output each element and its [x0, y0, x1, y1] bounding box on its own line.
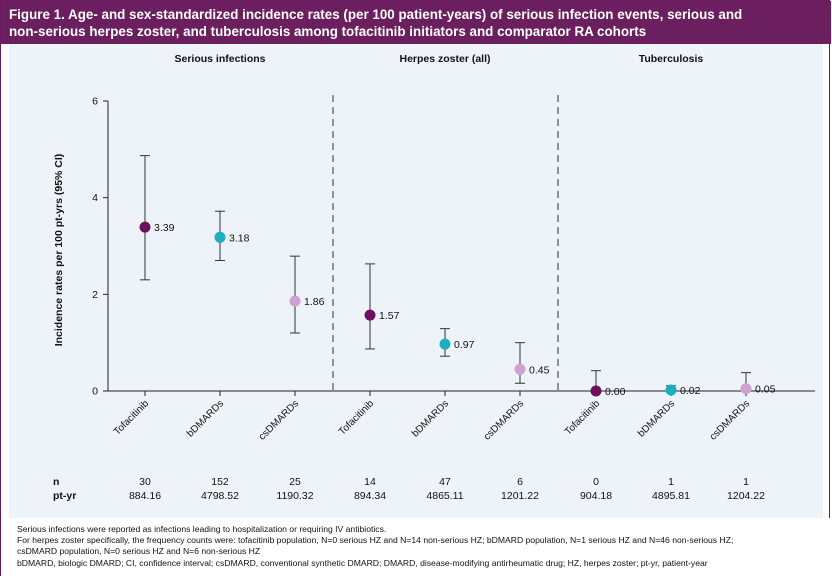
- data-point-bdmards: [440, 339, 451, 350]
- n-value: 30: [139, 476, 151, 488]
- x-category-label: Tofacitinib: [562, 398, 603, 438]
- footnote-2: For herpes zoster specifically, the frequency counts were: tofacitinib population, N=0 serious HZ and N=14 non-serious HZ; bDMARD population, N=1 serious HZ and N=46 non-serious HZ;: [17, 535, 734, 546]
- figure-title: [1, 1, 831, 44]
- ptyr-value: 4895.81: [652, 490, 690, 502]
- figure-title-line-2: non-serious herpes zoster, and tuberculosis among tofacitinib initiators and comparator RA cohorts: [9, 24, 647, 39]
- incidence-chart: [9, 44, 823, 518]
- ptyr-row-label: pt-yr: [53, 490, 77, 502]
- ptyr-value: 894.34: [353, 490, 387, 502]
- group-title: Herpes zoster (all): [399, 53, 491, 65]
- footnote-3: csDMARD population, N=0 serious HZ and N=6 non-serious HZ: [17, 546, 261, 557]
- y-tick-label: 6: [92, 95, 98, 108]
- value-label: 0.05: [755, 383, 776, 396]
- footnote-1: Serious infections were reported as infections leading to hospitalization or requiring IV antibiotics.: [17, 524, 387, 534]
- value-label: 0.45: [529, 364, 550, 377]
- ptyr-value: 904.18: [579, 490, 613, 502]
- ptyr-value: 1201.22: [501, 490, 539, 502]
- n-value: 47: [439, 476, 451, 488]
- ptyr-value: 4798.52: [201, 490, 239, 502]
- n-value: 14: [364, 476, 376, 488]
- ptyr-value: 1190.32: [276, 490, 314, 502]
- n-value: 152: [211, 476, 229, 488]
- footnotes: [1, 518, 831, 577]
- x-category-label: csDMARDs: [707, 398, 753, 443]
- figure-title-line-1: Figure 1. Age- and sex-standardized incidence rates (per 100 patient-years) of serious infection events, serious and: [9, 7, 743, 22]
- data-point-tofacitinib: [591, 386, 602, 397]
- data-point-csdmards: [290, 296, 301, 307]
- x-category-label: bDMARDs: [409, 398, 452, 440]
- value-label: 0.00: [605, 386, 626, 398]
- footnote-4: bDMARD, biologic DMARD; CI, confidence interval; csDMARD, conventional synthetic DMARD; DMARD, disease-modifying antirheumatic drug; HZ, herpes zoster; pt-yr, patient-year: [17, 557, 708, 568]
- value-label: 0.97: [454, 339, 475, 352]
- n-value: 0: [593, 476, 599, 488]
- data-point-csdmards: [515, 364, 526, 375]
- y-axis-title: Incidence rates per 100 pt-yrs (95% CI): [53, 153, 65, 347]
- group-title: Serious infections: [174, 53, 266, 65]
- ptyr-value: 4865.11: [426, 490, 464, 502]
- x-category-label: bDMARDs: [635, 398, 678, 440]
- group-title: Tuberculosis: [638, 53, 704, 65]
- value-label: 0.02: [680, 385, 701, 398]
- x-category-label: Tofacitinib: [111, 398, 152, 438]
- value-label: 1.57: [379, 310, 400, 323]
- n-row-label: n: [53, 476, 60, 488]
- y-tick-label: 4: [92, 192, 98, 205]
- x-category-label: csDMARDs: [256, 398, 302, 443]
- data-point-tofacitinib: [365, 310, 376, 321]
- value-label: 3.39: [154, 222, 175, 235]
- data-point-bdmards: [215, 232, 226, 243]
- data-point-bdmards: [666, 385, 677, 396]
- n-value: 1: [743, 476, 749, 488]
- data-point-tofacitinib: [140, 222, 151, 233]
- n-value: 1: [668, 476, 674, 488]
- plot-panel: [9, 44, 823, 518]
- data-point-csdmards: [741, 383, 752, 394]
- x-category-label: bDMARDs: [184, 398, 227, 440]
- ptyr-value: 1204.22: [727, 490, 765, 502]
- n-value: 6: [517, 476, 523, 488]
- y-tick-label: 0: [92, 385, 98, 398]
- n-value: 25: [289, 476, 301, 488]
- value-label: 1.86: [304, 296, 325, 309]
- x-category-label: csDMARDs: [481, 398, 527, 443]
- ptyr-value: 884.16: [128, 490, 162, 502]
- value-label: 3.18: [229, 232, 250, 245]
- x-category-label: Tofacitinib: [336, 398, 377, 438]
- y-tick-label: 2: [92, 288, 98, 301]
